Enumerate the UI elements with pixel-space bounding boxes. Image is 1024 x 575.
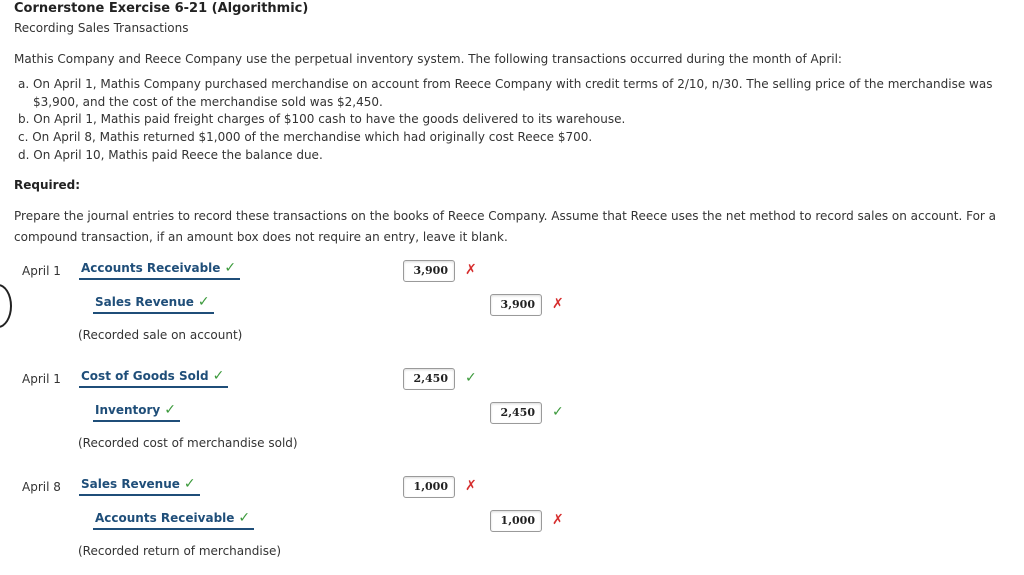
account-correct-icon: ✓ xyxy=(164,402,176,418)
correct-icon: ✓ xyxy=(465,370,477,386)
required-heading: Required: xyxy=(14,178,81,192)
transaction-a: a. On April 1, Mathis Company purchased merchandise on account from Reece Company with credit terms of 2/10, n/30. The selling price of the merchandise was xyxy=(18,77,993,91)
credit-account-select[interactable]: Accounts Receivable ✓ xyxy=(93,510,254,530)
entry-date: April 1 xyxy=(22,372,61,386)
correct-icon: ✓ xyxy=(552,404,564,420)
incorrect-icon: ✗ xyxy=(465,478,477,494)
debit-amount-input[interactable]: 2,450 xyxy=(403,368,455,390)
account-correct-icon: ✓ xyxy=(212,368,225,384)
entry-memo: (Recorded sale on account) xyxy=(78,328,243,342)
debit-amount-input[interactable]: 3,900 xyxy=(403,260,455,282)
credit-amount-input[interactable]: 2,450 xyxy=(490,402,542,424)
scroll-edge-indicator xyxy=(0,284,12,328)
page-title: Cornerstone Exercise 6-21 (Algorithmic) xyxy=(14,1,309,16)
incorrect-icon: ✗ xyxy=(552,512,564,528)
incorrect-icon: ✗ xyxy=(552,296,564,312)
credit-account-select[interactable]: Sales Revenue ✓ xyxy=(93,294,214,314)
account-correct-icon: ✓ xyxy=(224,260,237,276)
entry-memo: (Recorded return of merchandise) xyxy=(78,544,282,558)
transaction-a-continued: $3,900, and the cost of the merchandise sold was $2,450. xyxy=(33,95,383,109)
credit-amount-input[interactable]: 1,000 xyxy=(490,510,542,532)
transaction-b: b. On April 1, Mathis paid freight charges of $100 cash to have the goods delivered to its warehouse. xyxy=(18,112,626,126)
account-correct-icon: ✓ xyxy=(238,510,251,526)
debit-account-select[interactable]: Accounts Receivable ✓ xyxy=(79,260,240,280)
transaction-c: c. On April 8, Mathis returned $1,000 of the merchandise which had originally cost Reece $700. xyxy=(18,130,593,144)
credit-account-select[interactable]: Inventory ✓ xyxy=(93,402,180,422)
entry-memo: (Recorded cost of merchandise sold) xyxy=(78,436,298,450)
debit-amount-input[interactable]: 1,000 xyxy=(403,476,455,498)
entry-date: April 8 xyxy=(22,480,61,494)
transaction-d: d. On April 10, Mathis paid Reece the balance due. xyxy=(18,148,323,162)
instructions-line-1: Prepare the journal entries to record these transactions on the books of Reece Company. Assume that Reece uses the net method to record sales on account. For a xyxy=(14,209,997,223)
incorrect-icon: ✗ xyxy=(465,262,477,278)
entry-date: April 1 xyxy=(22,264,61,278)
account-correct-icon: ✓ xyxy=(197,294,210,310)
page-subtitle: Recording Sales Transactions xyxy=(14,21,189,35)
debit-account-select[interactable]: Cost of Goods Sold ✓ xyxy=(79,368,228,388)
credit-amount-input[interactable]: 3,900 xyxy=(490,294,542,316)
account-correct-icon: ✓ xyxy=(183,476,196,492)
debit-account-select[interactable]: Sales Revenue ✓ xyxy=(79,476,200,496)
problem-intro: Mathis Company and Reece Company use the perpetual inventory system. The following transactions occurred during the month of April: xyxy=(14,52,842,66)
instructions-line-2: compound transaction, if an amount box does not require an entry, leave it blank. xyxy=(14,230,508,244)
